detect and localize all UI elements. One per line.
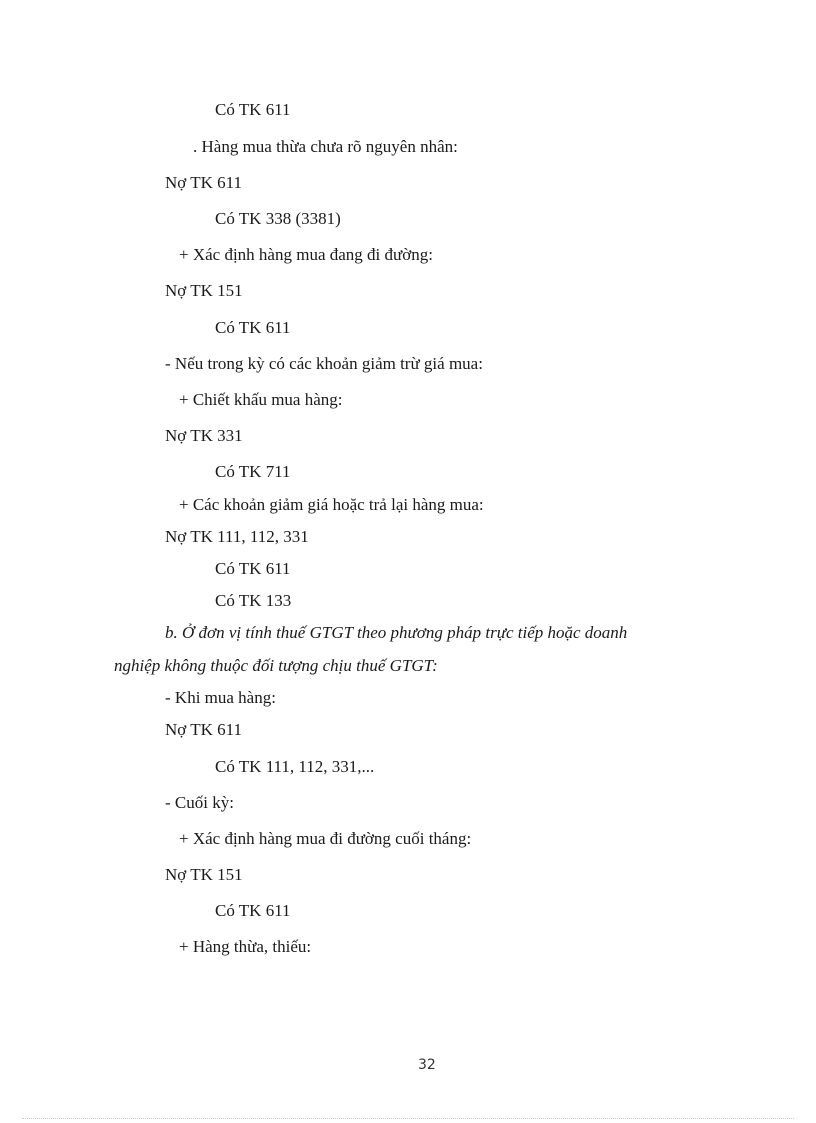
text-line: Nợ TK 331 bbox=[165, 426, 243, 445]
text-line: Có TK 611 bbox=[215, 901, 291, 920]
text-line: + Các khoản giảm giá hoặc trả lại hàng mua: bbox=[179, 495, 484, 514]
section-heading-line: nghiệp không thuộc đối tượng chịu thuế GTGT: bbox=[114, 656, 438, 675]
text-line: Nợ TK 611 bbox=[165, 173, 242, 192]
text-line: + Hàng thừa, thiếu: bbox=[179, 937, 312, 956]
text-line: + Xác định hàng mua đang đi đường: bbox=[179, 245, 433, 264]
text-line: Nợ TK 111, 112, 331 bbox=[165, 527, 309, 546]
text-line: Có TK 111, 112, 331,... bbox=[215, 757, 375, 776]
text-line: Có TK 611 bbox=[215, 318, 291, 337]
page-number: 32 bbox=[418, 1057, 436, 1073]
text-line: Có TK 338 (3381) bbox=[215, 209, 341, 228]
text-line: + Chiết khấu mua hàng: bbox=[179, 390, 343, 409]
page-bottom-divider bbox=[22, 1118, 794, 1119]
text-line: Nợ TK 611 bbox=[165, 720, 242, 739]
text-line: Nợ TK 151 bbox=[165, 281, 243, 300]
text-line: Nợ TK 151 bbox=[165, 865, 243, 884]
text-line: + Xác định hàng mua đi đường cuối tháng: bbox=[179, 829, 472, 848]
text-line: Có TK 611 bbox=[215, 559, 291, 578]
text-line: Có TK 711 bbox=[215, 462, 291, 481]
text-line: Có TK 133 bbox=[215, 591, 292, 610]
section-heading-line: b. Ở đơn vị tính thuế GTGT theo phương pháp trực tiếp hoặc doanh bbox=[165, 623, 628, 642]
text-line: - Khi mua hàng: bbox=[165, 688, 276, 707]
text-line: - Cuối kỳ: bbox=[165, 793, 234, 812]
text-line: - Nếu trong kỳ có các khoản giảm trừ giá mua: bbox=[165, 354, 483, 373]
text-line: Có TK 611 bbox=[215, 100, 291, 119]
text-line: . Hàng mua thừa chưa rõ nguyên nhân: bbox=[193, 137, 458, 156]
